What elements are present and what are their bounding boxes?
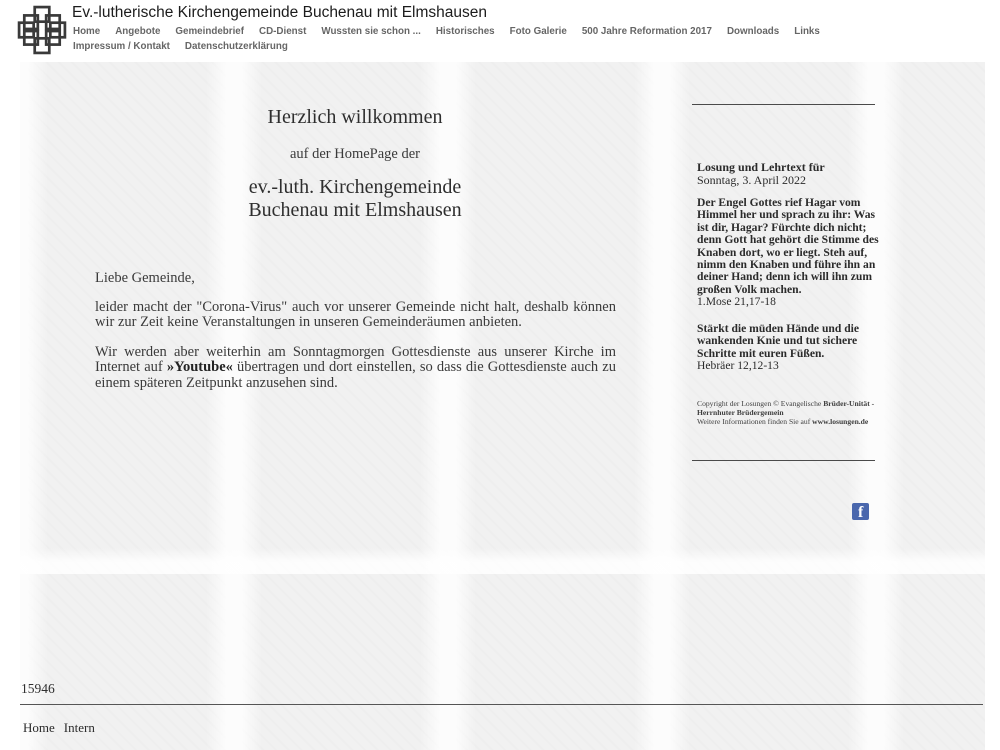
nav-item-historisches[interactable]: Historisches bbox=[435, 26, 495, 37]
header bbox=[0, 0, 1000, 62]
facebook-f-glyph: f bbox=[858, 504, 864, 520]
nav-item-gemeindebrief[interactable]: Gemeindebrief bbox=[175, 26, 245, 37]
page-title: Ev.-lutherische Kirchengemeinde Buchenau mit Elmshausen bbox=[72, 4, 487, 21]
welcome-subheading: auf der HomePage der bbox=[289, 146, 421, 162]
footer-link-home[interactable]: Home bbox=[23, 720, 55, 735]
losungen-de-link[interactable]: www.losungen.de bbox=[812, 417, 869, 427]
nav-item-reformation-2017[interactable]: 500 Jahre Reformation 2017 bbox=[581, 26, 712, 37]
sidebar-divider-top bbox=[692, 104, 875, 105]
welcome-heading: Herzlich willkommen bbox=[267, 106, 443, 128]
losungen-copyright bbox=[697, 399, 877, 427]
visitor-counter: 15946 bbox=[21, 681, 55, 696]
footer-link-intern[interactable]: Intern bbox=[63, 720, 95, 735]
losung-title: Losung und Lehrtext für bbox=[697, 160, 825, 174]
main-nav-row1 bbox=[73, 26, 820, 37]
losung-verse: Der Engel Gottes rief Hagar vom Himmel her und sprach zu ihr: Was ist dir, Hagar? Fürchte dich nicht; denn Gott hat gehört die Stimme des Knaben dort, wo er liegt. Steh auf, nimm den Knaben und führe ihn an deiner Hand; denn ich will ihn zum großen Volk machen. bbox=[697, 196, 879, 296]
lehrtext-block bbox=[697, 323, 879, 373]
nav-item-angebote[interactable]: Angebote bbox=[115, 26, 161, 37]
youtube-link[interactable]: »Youtube« bbox=[166, 359, 233, 376]
youtube-paragraph bbox=[95, 345, 616, 391]
congregation-heading-line1: ev.-luth. Kirchengemeinde bbox=[248, 176, 462, 198]
nav-item-foto-galerie[interactable]: Foto Galerie bbox=[509, 26, 567, 37]
losung-reference: 1.Mose 21,17-18 bbox=[697, 295, 776, 309]
losung-header bbox=[697, 161, 877, 186]
salutation-text: Liebe Gemeinde, bbox=[95, 270, 195, 286]
facebook-icon[interactable] bbox=[852, 503, 869, 520]
congregation-heading-line2: Buchenau mit Elmshausen bbox=[248, 199, 462, 221]
copyright-text-2: Weitere Informationen finden Sie auf bbox=[697, 417, 813, 427]
bruederunitaet-link[interactable]: Brüder-Unität - Herrnhuter Brüdergemein bbox=[697, 399, 875, 418]
youtube-paragraph-before: Wir werden aber weiterhin am Sonntagmorgen Gottesdienste aus unserer Kirche im Internet auf bbox=[95, 344, 616, 376]
lehrtext-reference: Hebräer 12,12-13 bbox=[697, 359, 779, 373]
nav-item-datenschutz[interactable]: Datenschutzerklärung bbox=[184, 41, 288, 52]
losung-block bbox=[697, 197, 879, 309]
nav-item-impressum-kontakt[interactable]: Impressum / Kontakt bbox=[73, 41, 170, 52]
nav-item-cd-dienst[interactable]: CD-Dienst bbox=[259, 26, 307, 37]
footer-links bbox=[23, 720, 95, 736]
congregation-heading bbox=[95, 176, 615, 222]
nav-item-home[interactable]: Home bbox=[73, 26, 101, 37]
watermark-background bbox=[20, 62, 985, 750]
footer-divider bbox=[20, 704, 983, 705]
nav-item-downloads[interactable]: Downloads bbox=[726, 26, 780, 37]
nav-item-wussten-sie-schon[interactable]: Wussten sie schon ... bbox=[321, 26, 421, 37]
nav-item-links[interactable]: Links bbox=[794, 26, 820, 37]
losung-date: Sonntag, 3. April 2022 bbox=[697, 172, 807, 187]
copyright-text-1: Copyright der Losungen © Evangelische bbox=[697, 399, 824, 408]
lehrtext-verse: Stärkt die müden Hände und die wankenden Knie und tut sichere Schritte mit euren Füßen. bbox=[697, 322, 860, 360]
youtube-paragraph-after: übertragen und dort einstellen, so dass die Gottesdienste auch zu einem späteren Zeitpunkt anzusehen sind. bbox=[95, 359, 616, 391]
corona-paragraph: leider macht der "Corona-Virus" auch vor unserer Gemeinde nicht halt, deshalb können wir zur Zeit keine Veranstaltungen in unseren Gemeinderäumen anbieten. bbox=[95, 299, 616, 331]
kirchentag-cross-logo-icon[interactable] bbox=[17, 5, 67, 55]
sidebar-divider-bottom bbox=[692, 460, 875, 461]
main-nav-row2 bbox=[73, 41, 288, 52]
